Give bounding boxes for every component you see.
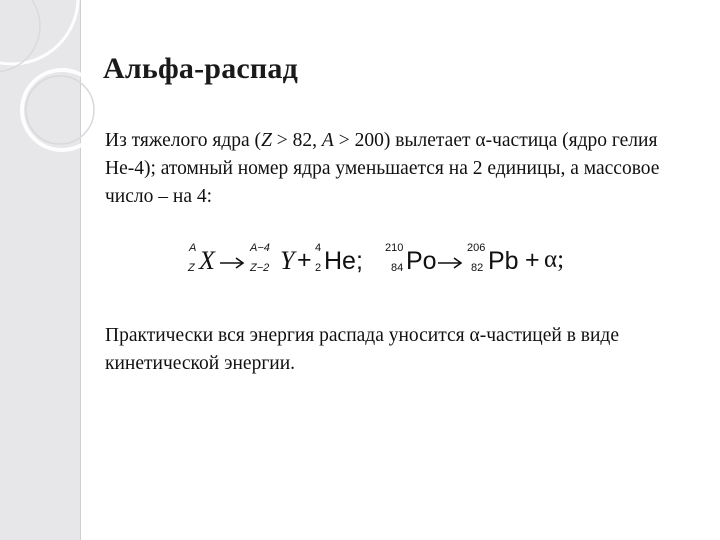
lead-atomic-number: 82 <box>471 262 484 274</box>
text-segment: > 200) вылетает <box>333 130 476 151</box>
daughter-nucleus-Y: Y <box>280 246 295 275</box>
plus-sign: + <box>525 246 540 274</box>
text-segment: Практически вся энергия распада уносится <box>105 325 470 346</box>
plus-sign: + <box>297 246 312 274</box>
paragraph-alpha-decay-description <box>105 127 685 211</box>
polonium-mass-number: 210 <box>385 242 404 254</box>
alpha-symbol: α <box>469 325 480 346</box>
parent-nucleus-X: X <box>199 246 215 275</box>
text-segment: > 82, <box>271 130 322 151</box>
text-segment: -частицей в виде кинетической энергии. <box>105 325 620 374</box>
arrow-icon <box>218 255 246 271</box>
helium-symbol: He; <box>324 247 363 275</box>
atomic-number-symbol: Z <box>261 130 272 151</box>
mass-number-A: A <box>189 242 197 254</box>
lead-symbol: Pb <box>488 247 519 275</box>
alpha-particle-symbol: α; <box>544 246 565 273</box>
text-segment: Из тяжелого ядра ( <box>105 130 262 151</box>
polonium-symbol: Po <box>406 247 437 275</box>
mass-number-A-minus-4: A−4 <box>250 242 270 254</box>
alpha-symbol: α <box>475 130 486 151</box>
atomic-number-Z-minus-2: Z−2 <box>250 262 270 274</box>
helium-mass-number: 4 <box>315 242 322 254</box>
paragraph-energy-note <box>105 322 685 378</box>
mass-number-symbol: A <box>321 130 334 151</box>
lead-mass-number: 206 <box>467 242 486 254</box>
atomic-number-Z: Z <box>188 262 195 274</box>
text-segment: -частица (ядро гелия He-4); атомный номер ядра уменьшается на 2 единицы, а массовое число – на 4: <box>105 130 660 207</box>
slide-title: Альфа-распад <box>103 52 298 85</box>
arrow-icon <box>436 255 464 271</box>
helium-atomic-number: 2 <box>315 262 322 274</box>
polonium-atomic-number: 84 <box>391 262 404 274</box>
